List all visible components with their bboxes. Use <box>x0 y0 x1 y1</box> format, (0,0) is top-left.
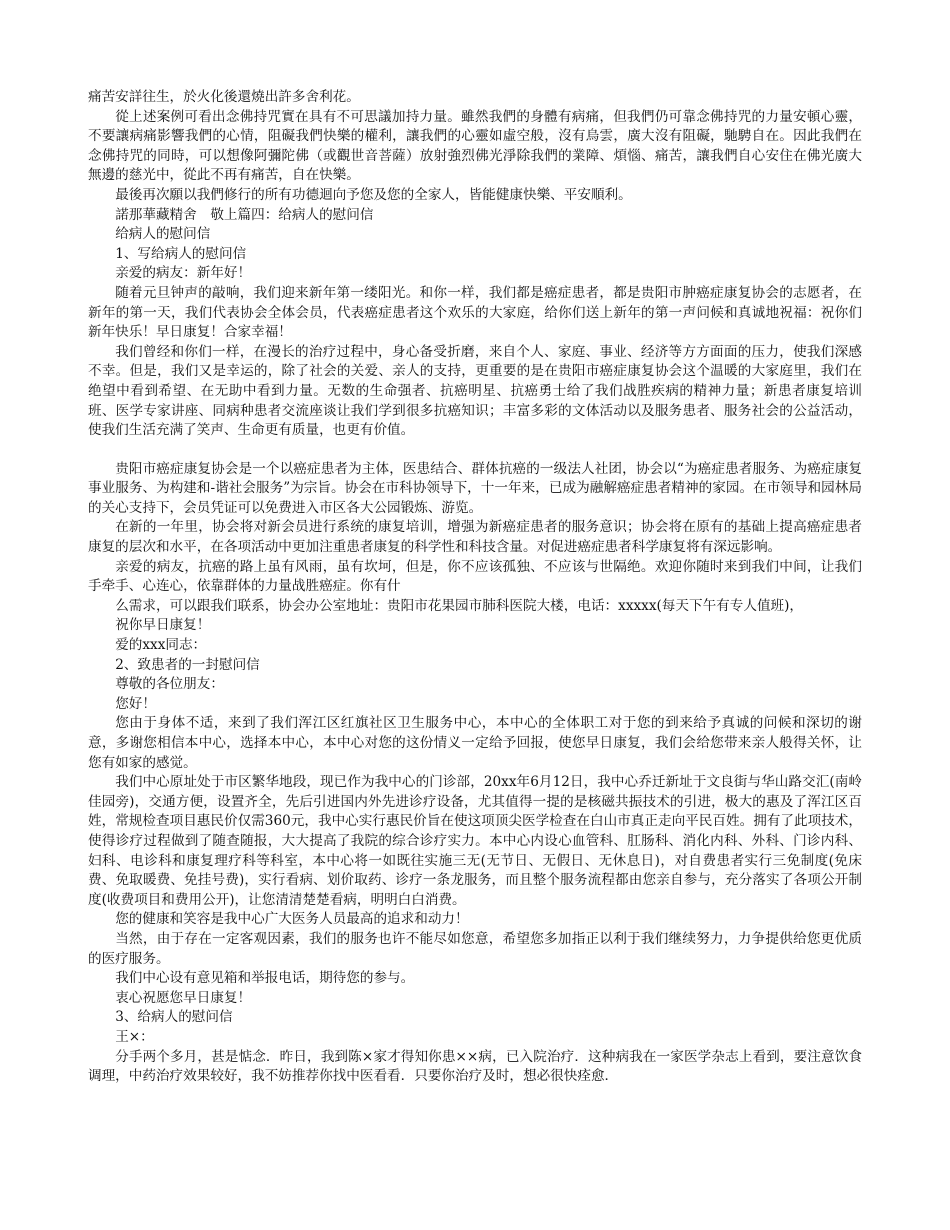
paragraph: 諾那華藏精舍 敬上篇四：给病人的慰问信 <box>115 206 374 223</box>
paragraph: 尊敬的各位朋友： <box>115 676 224 693</box>
paragraph: 2、致患者的一封慰问信 <box>115 656 260 673</box>
paragraph: 從上述案例可看出念佛持咒實在具有不可思議加持力量。雖然我們的身體有病痛，但我們仍可靠念佛持咒的力量安頓心靈，不要讓病痛影響我們的心情，阻礙我們快樂的權利，讓我們的心靈如虛空般，沒有烏雲，廣大沒有阻礙，馳騁自在。因此我們在念佛持咒的同時，可以想像阿彌陀佛（或觀世音菩薩）放射強烈佛光淨除我們的業障、煩惱、痛苦，讓我們自心安住在佛光廣大無邊的慈光中，從此不再有痛苦，自在快樂。 <box>88 108 862 184</box>
paragraph: 1、写给病人的慰问信 <box>115 245 247 262</box>
paragraph: 3、给病人的慰问信 <box>115 1009 233 1026</box>
paragraph: 贵阳市癌症康复协会是一个以癌症患者为主体，医患结合、群体抗癌的一级法人社团，协会以“为癌症患者服务、为癌症康复事业服务、为构建和-谐社会服务”为宗旨。协会在市科协领导下，十一年来，已成为融解癌症患者精神的家园。在市领导和园林局的关心支持下，会员凭证可以免费进入市区各大公园锻炼、游览。 <box>88 460 862 516</box>
paragraph: 亲爱的病友：新年好！ <box>115 265 252 282</box>
paragraph: 分手两个多月，甚是惦念．昨日，我到陈×家才得知你患××病，已入院治疗．这种病我在一家医学杂志上看到，要注意饮食调理，中药治疗效果较好，我不妨推荐你找中医看看．只要你治疗及时，想必很快痊愈． <box>88 1048 862 1085</box>
paragraph-gap <box>88 441 862 460</box>
paragraph: 在新的一年里，协会将对新会员进行系统的康复培训，增强为新癌症患者的服务意识；协会将在原有的基础上提高癌症患者康复的层次和水平，在各项活动中更加注重患者康复的科学性和科技含量。对促进癌症患者科学康复将有深远影响。 <box>88 519 862 556</box>
paragraph: 最後再次願以我們修行的所有功德迴向予您及您的全家人，皆能健康快樂、平安順利。 <box>115 186 632 203</box>
paragraph: 随着元旦钟声的敲响，我们迎来新年第一缕阳光。和你一样，我们都是癌症患者，都是贵阳市肿癌症康复协会的志愿者，在新年的第一天，我们代表协会全体会员，代表癌症患者这个欢乐的大家庭，给你们送上新年的第一声问候和真诚地祝福：祝你们新年快乐！早日康复！合家幸福！ <box>88 284 862 341</box>
paragraph: 么需求，可以跟我们联系，协会办公室地址：贵阳市花果园市肺科医院大楼，电话：xxxxx(每天下午有专人值班)， <box>115 597 804 614</box>
paragraph: 您好！ <box>115 695 156 712</box>
paragraph: 您由于身体不适，来到了我们浑江区红旗社区卫生服务中心，本中心的全体职工对于您的到来给予真诚的问候和深切的谢意，多谢您相信本中心，选择本中心，本中心对您的这份情义一定给予回报，使您早日康复，我们会给您带来亲人般得关怀，让您有如家的感觉。 <box>88 715 862 771</box>
paragraph: 痛苦安詳往生，於火化後還燒出許多舍利花。 <box>88 89 360 105</box>
paragraph: 我们曾经和你们一样，在漫长的治疗过程中，身心备受折磨，来自个人、家庭、事业、经济等方方面面的压力，使我们深感不幸。但是，我们又是幸运的，除了社会的关爱、亲人的支持，更重要的是在贵阳市癌症康复协会这个温暖的大家庭里，我们在绝望中看到希望、在无助中看到力量。无数的生命强者、抗癌明星、抗癌勇士给了我们战胜疾病的精神力量；新患者康复培训班、医学专家讲座、同病种患者交流座谈让我们学到很多抗癌知识；丰富多彩的文体活动以及服务患者、服务社会的公益活动，使我们生活充满了笑声、生命更有质量，也更有价值。 <box>88 343 862 439</box>
paragraph: 亲爱的病友，抗癌的路上虽有风雨，虽有坎坷，但是，你不应该孤独、不应该与世隔绝。欢迎你随时来到我们中间，让我们手牵手、心连心，依靠群体的力量战胜癌症。你有什 <box>88 558 862 595</box>
paragraph: 您的健康和笑容是我中心广大医务人员最高的追求和动力！ <box>115 911 469 928</box>
paragraph: 爱的xxx同志： <box>115 637 207 654</box>
paragraph: 王×： <box>115 1028 154 1045</box>
paragraph: 我们中心设有意见箱和举报电话，期待您的参与。 <box>115 970 415 987</box>
paragraph: 当然，由于存在一定客观因素，我们的服务也许不能尽如您意，希望您多加指正以利于我们继续努力，力争提供给您更优质的医疗服务。 <box>88 930 862 967</box>
paragraph: 我们中心原址处于市区繁华地段，现已作为我中心的门诊部，20xx年6月12日，我中心乔迁新址于文良街与华山路交汇(南岭佳园旁)，交通方便，设置齐全，先后引进国内外先进诊疗设备，尤其值得一提的是核磁共振技术的引进，极大的惠及了浑江区百姓，常规检查项目惠民价仅需360元，我中心实行惠民价旨在使这项顶尖医学检查在白山市真正走向平民百姓。拥有了此项技术，使得诊疗过程做到了随查随报，大大提高了我院的综合诊疗实力。本中心内设心血管科、肛肠科、消化内科、外科、门诊内科、妇科、电诊科和康复理疗科等科室，本中心将一如既往实施三无(无节日、无假日、无休息日)，对自费患者实行三免制度(免床费、免取暖费、免挂号费)，实行看病、划价取药、诊疗一条龙服务，而且整个服务流程都由您亲自参与，充分落实了各项公开制度(收费项目和费用公开)，让您清清楚楚看病，明明白白消费。 <box>88 774 862 908</box>
paragraph: 祝你早日康复！ <box>115 617 211 634</box>
paragraph: 衷心祝愿您早日康复！ <box>115 989 252 1006</box>
paragraph: 给病人的慰问信 <box>115 226 211 243</box>
